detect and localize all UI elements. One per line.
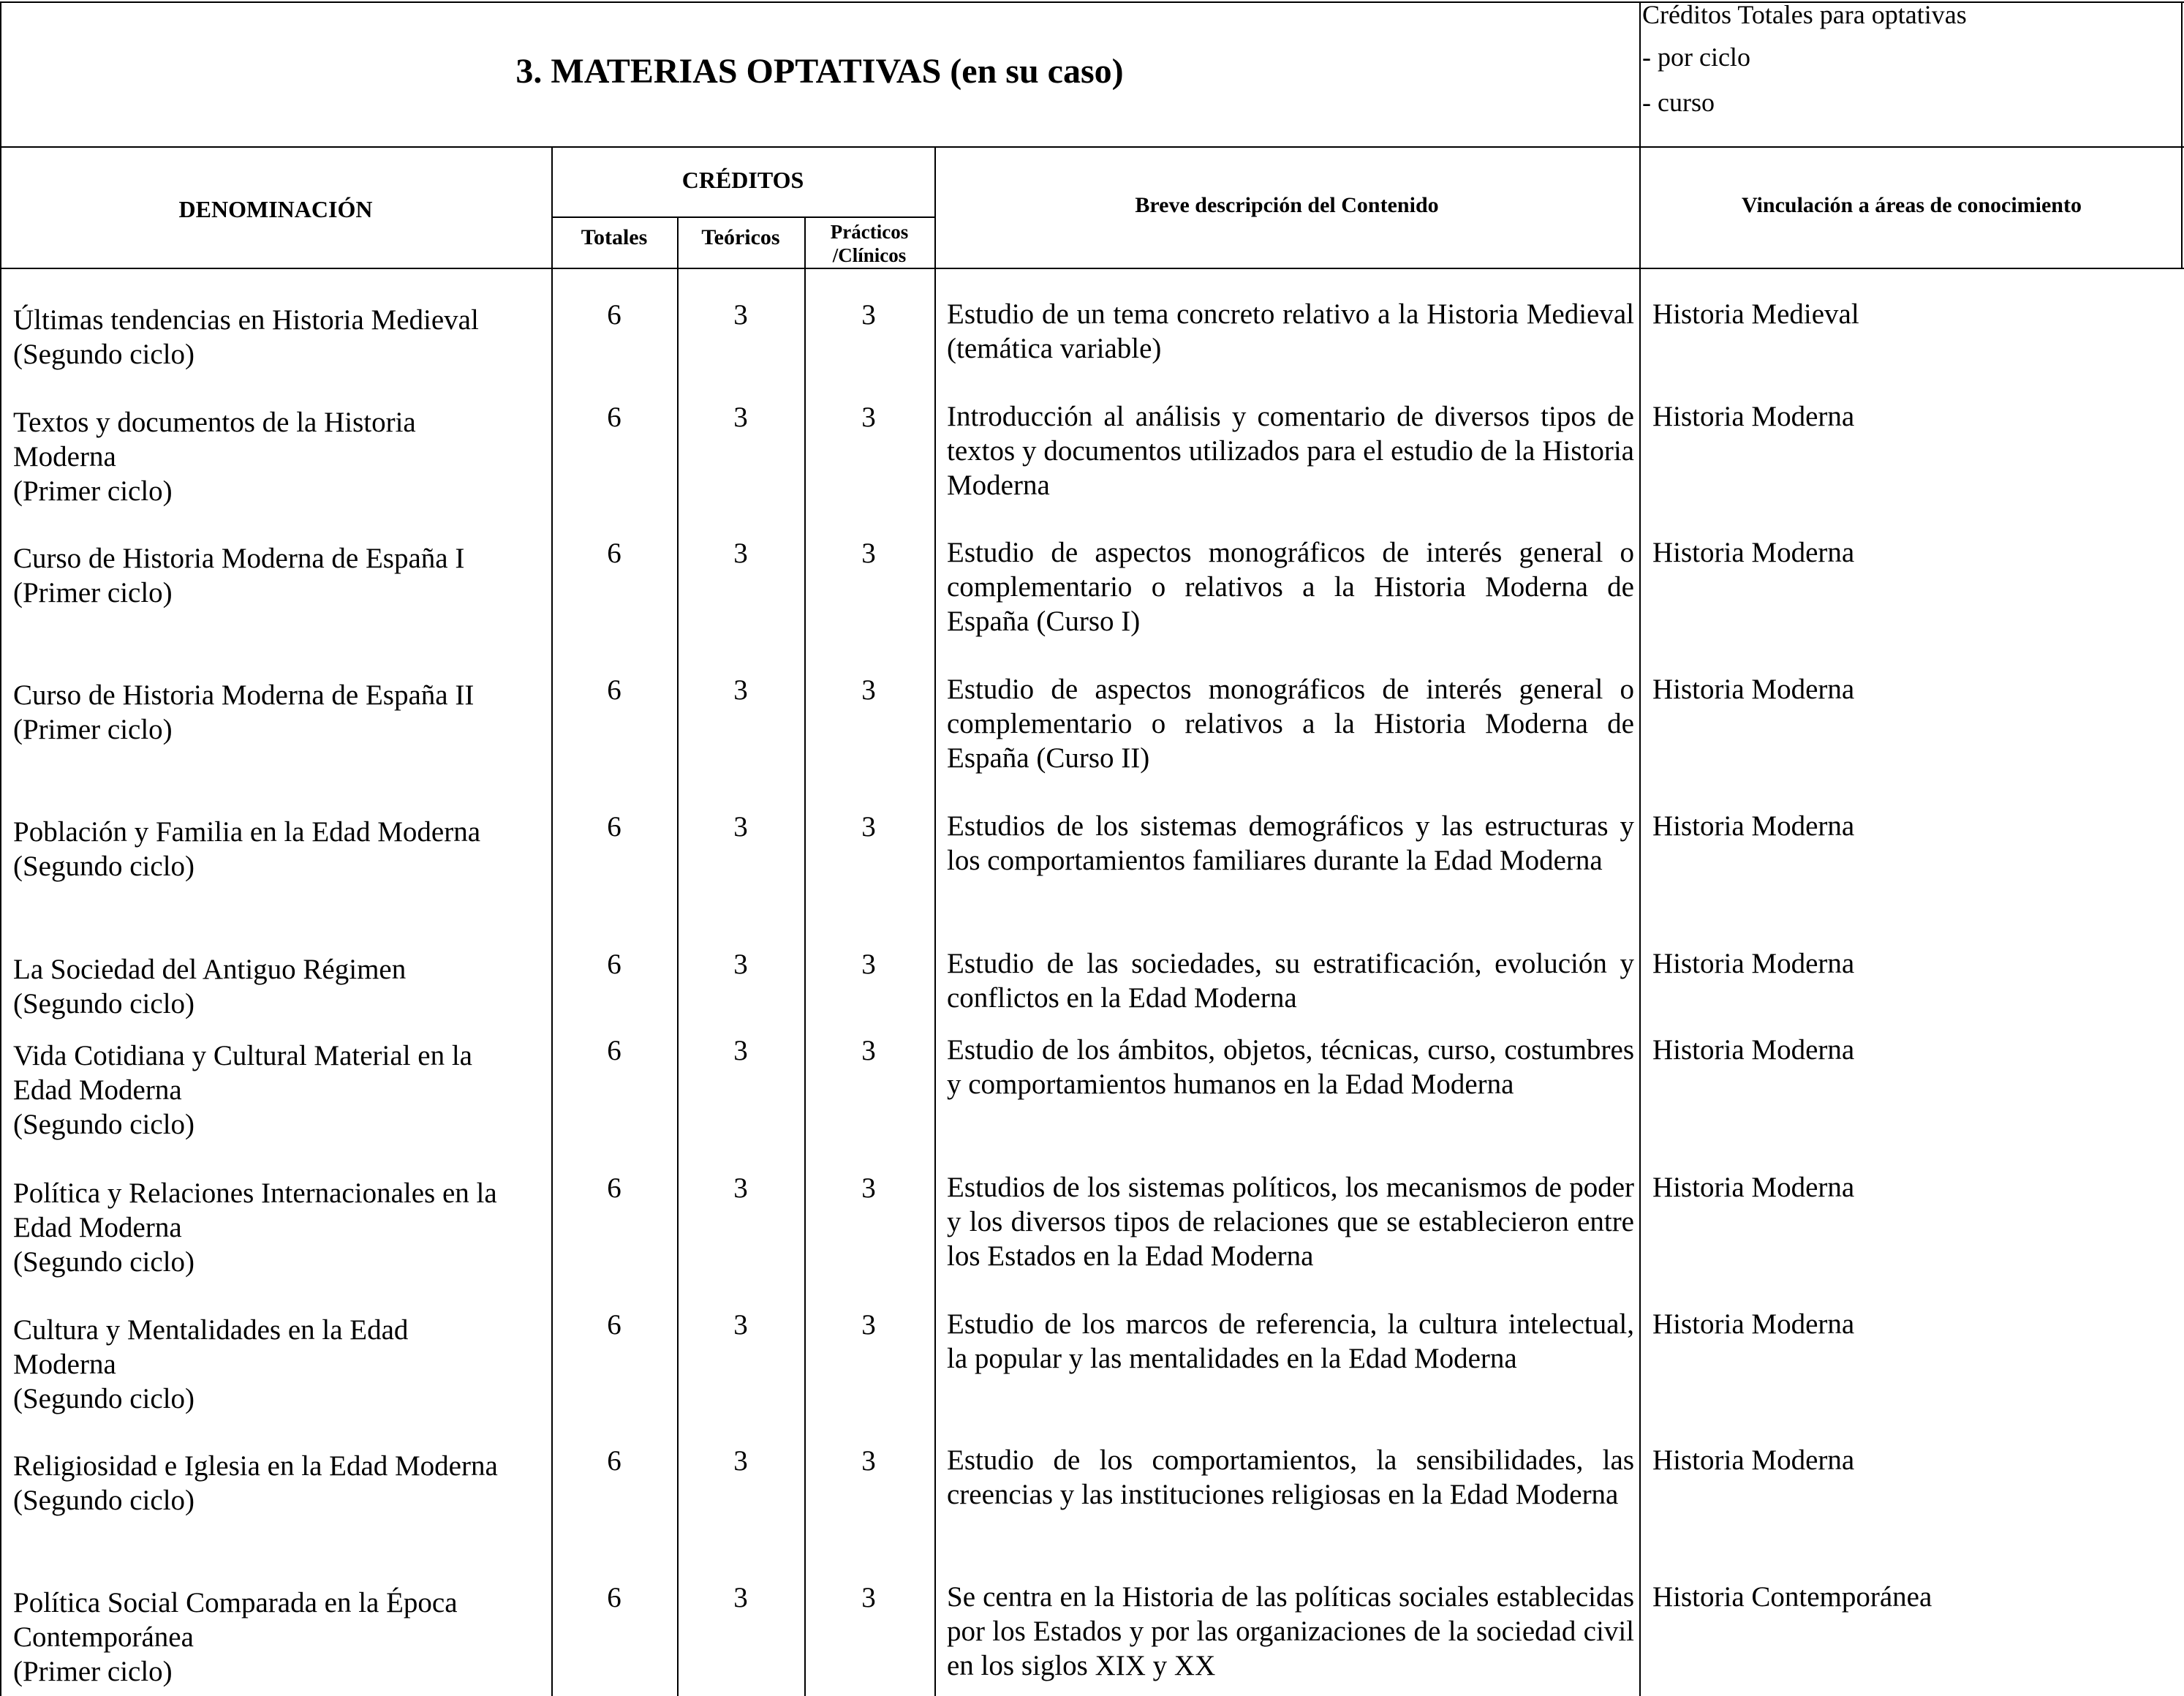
- row-teoricos: 3: [733, 538, 748, 569]
- section-title: 3. MATERIAS OPTATIVAS (en su caso): [515, 52, 1124, 91]
- row-description: Estudio de los ámbitos, objetos, técnicas, curso, costumbres y comportamientos humanos en la Edad Moderna: [947, 1034, 1634, 1100]
- row-totales: 6: [607, 1035, 621, 1066]
- row-totales: 6: [607, 538, 621, 569]
- row-name-line: Política y Relaciones Internacionales en la: [13, 1177, 497, 1209]
- row-teoricos: 3: [733, 1172, 748, 1204]
- row-name-line: Política Social Comparada en la Época: [13, 1587, 458, 1618]
- row-name-line: Cultura y Mentalidades en la Edad: [13, 1314, 409, 1346]
- row-name-line: (Segundo ciclo): [13, 988, 195, 1020]
- totals-item-curso: - curso: [1642, 88, 1715, 117]
- row-name-line: (Segundo ciclo): [13, 1246, 195, 1278]
- header-denominacion: DENOMINACIÓN: [178, 196, 373, 222]
- row-teoricos: 3: [733, 402, 748, 433]
- header-creditos: CRÉDITOS: [681, 167, 804, 193]
- title-bottom-border: [0, 146, 2184, 148]
- header-practicos: Prácticos: [830, 221, 909, 243]
- row-area: Historia Moderna: [1652, 674, 1855, 705]
- row-area: Historia Moderna: [1652, 1444, 1855, 1476]
- left-border: [0, 1, 1, 1696]
- row-description: Introducción al análisis y comentario de diversos tipos de textos y documentos utilizados para el estudio de la Historia Moderna: [947, 401, 1634, 501]
- row-totales: 6: [607, 674, 621, 706]
- row-description: Estudio de los marcos de referencia, la cultura intelectual, la popular y las mentalidades en la Edad Moderna: [947, 1308, 1634, 1374]
- row-description: Estudio de los comportamientos, la sensibilidades, las creencias y las instituciones religiosas en la Edad Moderna: [947, 1444, 1634, 1510]
- row-totales: 6: [607, 1172, 621, 1204]
- row-area: Historia Medieval: [1652, 298, 1859, 330]
- row-name-line: Textos y documentos de la Historia: [13, 407, 416, 438]
- row-totales: 6: [607, 949, 621, 980]
- row-name-line: (Segundo ciclo): [13, 1485, 195, 1516]
- row-practicos: 3: [861, 1172, 876, 1204]
- row-practicos: 3: [861, 1035, 876, 1066]
- row-name-line: (Primer ciclo): [13, 475, 173, 507]
- col-border-totales: [677, 216, 679, 1696]
- row-name-line: Últimas tendencias en Historia Medieval: [13, 304, 479, 336]
- row-teoricos: 3: [733, 811, 748, 843]
- row-name-line: (Primer ciclo): [13, 714, 173, 745]
- row-area: Historia Moderna: [1652, 1034, 1855, 1066]
- header-totales: Totales: [581, 225, 648, 249]
- row-name-line: Curso de Historia Moderna de España II: [13, 679, 475, 711]
- row-teoricos: 3: [733, 1309, 748, 1341]
- row-name-line: Moderna: [13, 441, 116, 472]
- row-teoricos: 3: [733, 299, 748, 331]
- row-name-line: Edad Moderna: [13, 1074, 182, 1106]
- row-description: Estudio de aspectos monográficos de interés general o complementario o relativos a la Historia Moderna de España (Curso I): [947, 537, 1634, 637]
- totals-box-border: [1639, 1, 1641, 1696]
- row-teoricos: 3: [733, 1582, 748, 1613]
- row-totales: 6: [607, 811, 621, 843]
- header-clinicos: /Clínicos: [832, 244, 907, 266]
- col-border-teoricos: [804, 216, 806, 1696]
- row-totales: 6: [607, 299, 621, 331]
- row-name-line: (Primer ciclo): [13, 577, 173, 608]
- row-teoricos: 3: [733, 1445, 748, 1477]
- row-description: Estudio de las sociedades, su estratificación, evolución y conflictos en la Edad Moderna: [947, 948, 1634, 1014]
- row-totales: 6: [607, 402, 621, 433]
- row-description: Estudios de los sistemas políticos, los mecanismos de poder y los diversos tipos de relaciones que se establecieron entre los Estados en la Edad Moderna: [947, 1172, 1634, 1272]
- row-area: Historia Moderna: [1652, 1308, 1855, 1340]
- totals-label: Créditos Totales para optativas: [1642, 0, 1967, 29]
- row-description: Estudios de los sistemas demográficos y las estructuras y los comportamientos familiares durante la Edad Moderna: [947, 810, 1634, 876]
- row-name-line: Religiosidad e Iglesia en la Edad Moderna: [13, 1450, 498, 1482]
- row-name-line: Moderna: [13, 1349, 116, 1380]
- row-practicos: 3: [861, 402, 876, 433]
- row-practicos: 3: [861, 949, 876, 980]
- col-border-practicos: [934, 146, 936, 1696]
- row-practicos: 3: [861, 1445, 876, 1477]
- row-practicos: 3: [861, 1582, 876, 1613]
- row-area: Historia Moderna: [1652, 810, 1855, 842]
- row-name-line: Vida Cotidiana y Cultural Material en la: [13, 1040, 472, 1071]
- row-area: Historia Moderna: [1652, 537, 1855, 568]
- row-totales: 6: [607, 1582, 621, 1613]
- creditos-divider: [551, 216, 934, 218]
- row-name-line: (Segundo ciclo): [13, 339, 195, 370]
- row-practicos: 3: [861, 538, 876, 569]
- row-name-line: (Primer ciclo): [13, 1656, 173, 1687]
- row-teoricos: 3: [733, 674, 748, 706]
- row-area: Historia Moderna: [1652, 948, 1855, 979]
- header-vinculacion: Vinculación a áreas de conocimiento: [1742, 193, 2082, 217]
- row-area: Historia Contemporánea: [1652, 1581, 1932, 1613]
- row-name-line: Edad Moderna: [13, 1212, 182, 1243]
- right-border: [2181, 1, 2183, 268]
- row-totales: 6: [607, 1309, 621, 1341]
- row-practicos: 3: [861, 674, 876, 706]
- row-name-line: (Segundo ciclo): [13, 851, 195, 882]
- row-area: Historia Moderna: [1652, 401, 1855, 432]
- header-bottom-border: [0, 268, 2184, 269]
- header-descripcion: Breve descripción del Contenido: [1135, 193, 1439, 217]
- row-teoricos: 3: [733, 949, 748, 980]
- row-name-line: Curso de Historia Moderna de España I: [13, 543, 465, 574]
- row-name-line: (Segundo ciclo): [13, 1383, 195, 1414]
- row-name-line: Contemporánea: [13, 1621, 194, 1653]
- row-totales: 6: [607, 1445, 621, 1477]
- row-name-line: (Segundo ciclo): [13, 1109, 195, 1140]
- row-description: Estudio de aspectos monográficos de interés general o complementario o relativos a la Historia Moderna de España (Curso II): [947, 674, 1634, 774]
- row-practicos: 3: [861, 1309, 876, 1341]
- row-description: Estudio de un tema concreto relativo a la Historia Medieval (temática variable): [947, 298, 1634, 364]
- row-practicos: 3: [861, 299, 876, 331]
- row-description: Se centra en la Historia de las políticas sociales establecidas por los Estados y por las organizaciones de la sociedad civil en los siglos XIX y XX: [947, 1581, 1634, 1681]
- row-area: Historia Moderna: [1652, 1172, 1855, 1203]
- totals-item-por-ciclo: - por ciclo: [1642, 42, 1750, 72]
- row-teoricos: 3: [733, 1035, 748, 1066]
- row-practicos: 3: [861, 811, 876, 843]
- header-teoricos: Teóricos: [701, 225, 780, 249]
- row-name-line: La Sociedad del Antiguo Régimen: [13, 954, 407, 985]
- row-name-line: Población y Familia en la Edad Moderna: [13, 816, 481, 848]
